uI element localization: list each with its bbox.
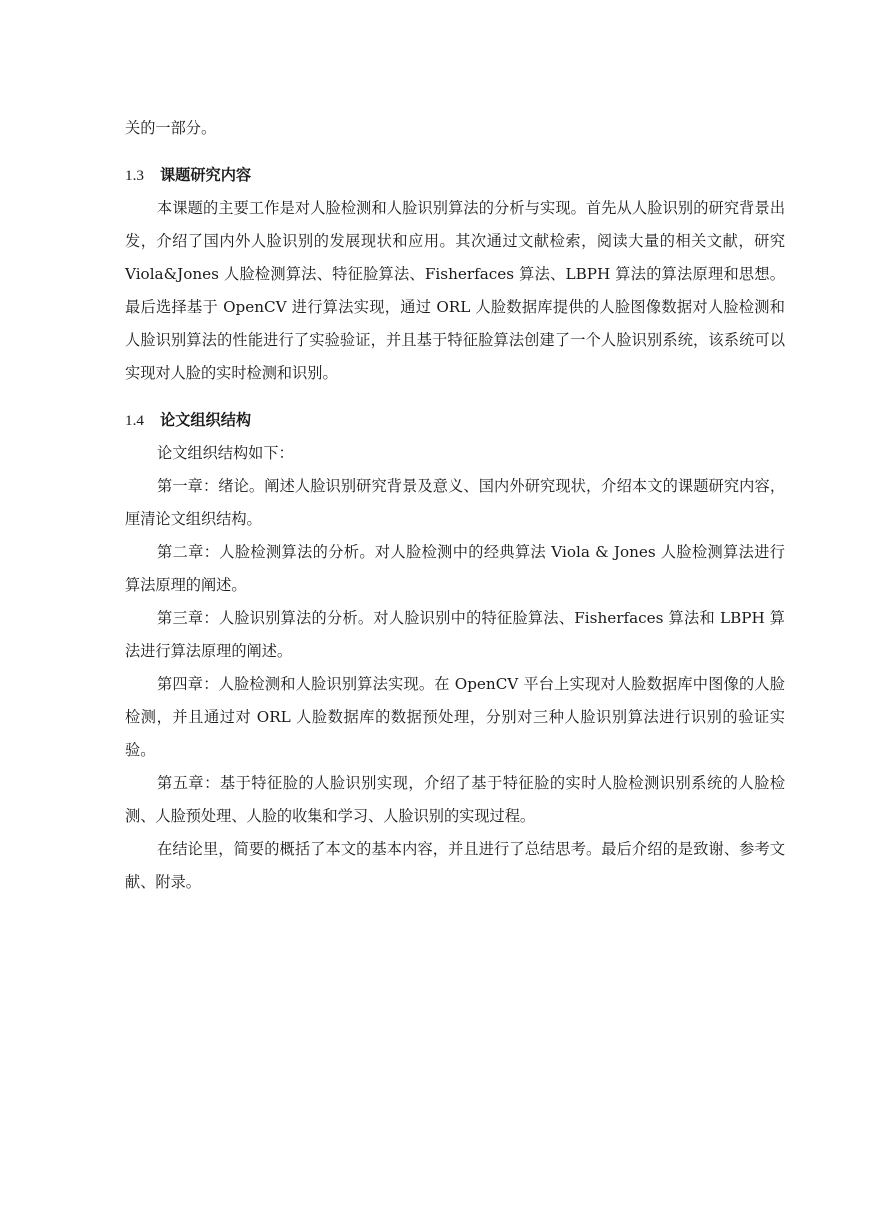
paragraph: 本课题的主要工作是对人脸检测和人脸识别算法的分析与实现。首先从人脸识别的研究背景出发，介绍了国内外人脸识别的发展现状和应用。其次通过文献检索，阅读大量的相关文献，研究 Viola&Jones 人脸检测算法、特征脸算法、Fisherfaces 算法、LBPH 算法的算法原理和思想。最后选择基于 OpenCV 进行算法实现，通过 ORL 人脸数据库提供的人脸图像数据对人脸检测和人脸识别算法的性能进行了实验验证，并且基于特征脸算法创建了一个人脸识别系统，该系统可以实现对人脸的实时检测和识别。 [125, 199, 785, 382]
paragraph: 第一章：绪论。阐述人脸识别研究背景及意义、国内外研究现状，介绍本文的课题研究内容，厘清论文组织结构。 [125, 477, 785, 528]
page-content [125, 112, 785, 899]
section-1-4 [125, 404, 785, 899]
section-number: 1.4 [125, 412, 144, 429]
section-title: 课题研究内容 [159, 166, 252, 184]
paragraph: 在结论里，简要的概括了本文的基本内容，并且进行了总结思考。最后介绍的是致谢、参考文献、附录。 [125, 840, 785, 891]
paragraph: 第四章：人脸检测和人脸识别算法实现。在 OpenCV 平台上实现对人脸数据库中图像的人脸检测，并且通过对 ORL 人脸数据库的数据预处理，分别对三种人脸识别算法进行识别的验证实验。 [125, 675, 785, 759]
paragraph: 第五章：基于特征脸的人脸识别实现，介绍了基于特征脸的实时人脸检测识别系统的人脸检测、人脸预处理、人脸的收集和学习、人脸识别的实现过程。 [125, 774, 785, 825]
section-title: 论文组织结构 [159, 411, 252, 429]
section-heading [125, 404, 785, 437]
continuation-text: 关的一部分。 [125, 119, 217, 137]
paragraph: 第二章：人脸检测算法的分析。对人脸检测中的经典算法 Viola & Jones 人脸检测算法进行算法原理的阐述。 [125, 543, 785, 594]
paragraph: 第三章：人脸识别算法的分析。对人脸识别中的特征脸算法、Fisherfaces 算法和 LBPH 算法进行算法原理的阐述。 [125, 609, 785, 660]
paragraph: 论文组织结构如下： [157, 444, 294, 462]
section-heading [125, 159, 785, 192]
section-1-3 [125, 159, 785, 390]
section-number: 1.3 [125, 167, 144, 184]
